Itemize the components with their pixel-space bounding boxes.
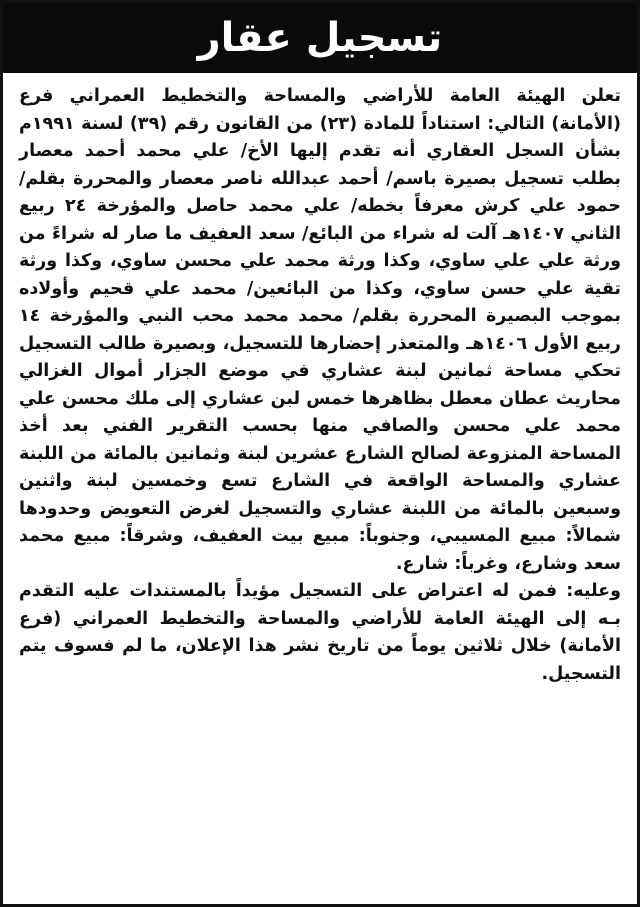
notice-title: تسجيل عقار [197,15,443,61]
notice-paragraph-objection: وعليه: فمن له اعتراض على التسجيل مؤيداً بالمستندات عليه التقدم بـه إلى الهيئة العامة للأراضي والمساحة والتخطيط العمراني (فرع الأمانة) خلال ثلاثين يوماً من تاريخ نشر هذا الإعلان، ما لم فسوف يتم التسجيل. [19,581,621,684]
notice-body [19,83,621,688]
title-bar [3,3,637,73]
notice-paragraph-main: تعلن الهيئة العامة للأراضي والمساحة والتخطيط العمراني فرع (الأمانة) التالي: استناداً للمادة (٢٣) من القانون رقم (٣٩) لسنة ١٩٩١م بشأن السجل العقاري أنه تقدم إليها الأخ/ علي محمد أحمد معصار بطلب تسجيل بصيرة باسم/ أحمد عبدالله ناصر معصار والمحررة بقلم/ حمود علي كرش معرفاً بخطه/ علي محمد حاصل والمؤرخة ٢٤ ربيع الثاني ١٤٠٧هـ آلت له شراء من البائع/ سعد العفيف ما صار له شراءً من ورثة علي علي ساوي، وكذا ورثة محمد علي محسن ساوي، وكذا ورثة تقية علي حسن ساوي، وكذا من البائعين/ محمد علي قحيم وأولاده بموجب البصيرة المحررة بقلم/ محمد محمد محب النبي والمؤرخة ١٤ ربيع الأول ١٤٠٦هـ والمتعذر إحضارها للتسجيل، وبصيرة طالب التسجيل تحكي مساحة ثمانين لبنة عشاري في موضع الجزار أموال الغزالي محاريث عطان معطل بظاهرها خمس لبن عشاري إلى ملك محسن علي محمد علي محسن والصافي منها بحسب التقرير الفني بعد أخذ المساحة المنزوعة لصالح الشارع عشرين لبنة وثمانين بالمائة من اللبنة عشاري والمساحة الواقعة في الشارع تسع وخمسين لبنة واثنين وسبعين بالمائة من اللبنة عشاري والتسجيل لغرض التعويض وحدودها شمالاً: مبيع المسيبي، وجنوباً: مبيع بيت العفيف، وشرقاً: مبيع محمد سعد وشارع، وغرباً: شارع. [19,86,622,574]
